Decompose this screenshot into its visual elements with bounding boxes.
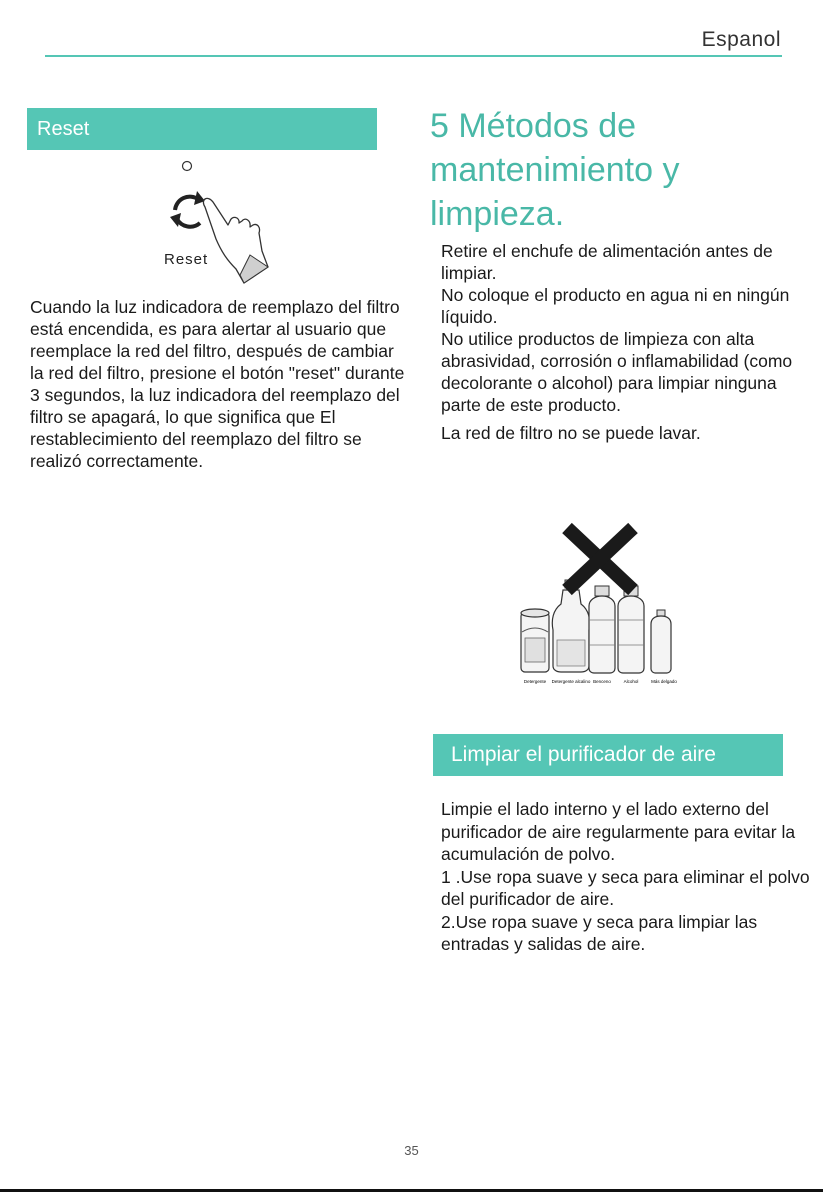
reset-section-header: [27, 108, 377, 150]
thinner-bottle-icon: [651, 610, 671, 673]
warning-unplug: Retire el enchufe de alimentación antes de limpiar.: [441, 241, 773, 283]
cleaning-step-1: 1 .Use ropa suave y seca para eliminar el polvo del purificador de aire.: [441, 866, 810, 909]
warning-no-abrasives: No utilice productos de limpieza con alta abrasividad, corrosión o inflamabilidad (como decolorante o alcohol) para limpiar ninguna parte de este producto.: [441, 329, 793, 415]
language-label: Espanol: [701, 28, 781, 51]
cleaning-section-header: [433, 734, 783, 776]
cleaning-instructions: [441, 798, 811, 956]
note-filter-not-washable: La red de filtro no se puede lavar.: [441, 423, 701, 443]
bottle-label: Detergente: [523, 679, 547, 684]
forbidden-cleaners-illustration: [515, 520, 695, 710]
benzene-bottle-icon: [589, 586, 615, 673]
cleaning-step-2: 2.Use ropa suave y seca para limpiar las entradas y salidas de aire.: [441, 911, 758, 954]
reset-section-title: Reset: [37, 117, 90, 140]
alcohol-bottle-icon: [618, 586, 644, 673]
bottle-label: Alcohol: [623, 679, 639, 684]
bottle-label: Benceno: [593, 679, 611, 684]
prohibited-x-icon: [567, 528, 633, 590]
cleaning-section-title: Limpiar el purificador de aire: [451, 743, 716, 766]
bottle-label: Detergente alcalino: [551, 679, 591, 684]
reset-illustration-label: Reset: [164, 251, 209, 268]
detergent-can-icon: [521, 609, 549, 672]
reset-instructions: Cuando la luz indicadora de reemplazo del filtro está encendida, es para alertar al usuario que reemplace la red del filtro, después de cambiar la red del filtro, presione el botón "reset" durante 3 segundos, la luz indicadora del reemplazo del filtro se apagará, lo que significa que El restablecimiento del reemplazo del filtro se realizó correctamente.: [30, 297, 405, 471]
maintenance-warnings: [441, 240, 801, 444]
bottle-label: Más delgado: [651, 679, 677, 684]
maintenance-title: 5 Métodos de mantenimiento y limpieza.: [430, 107, 680, 233]
page-number: 35: [404, 1143, 419, 1158]
warning-no-water: No coloque el producto en agua ni en ningún líquido.: [441, 285, 790, 327]
cleaning-intro: Limpie el lado interno y el lado externo del purificador de aire regularmente para evitar la acumulación de polvo.: [441, 799, 796, 864]
header-divider: [45, 55, 782, 57]
